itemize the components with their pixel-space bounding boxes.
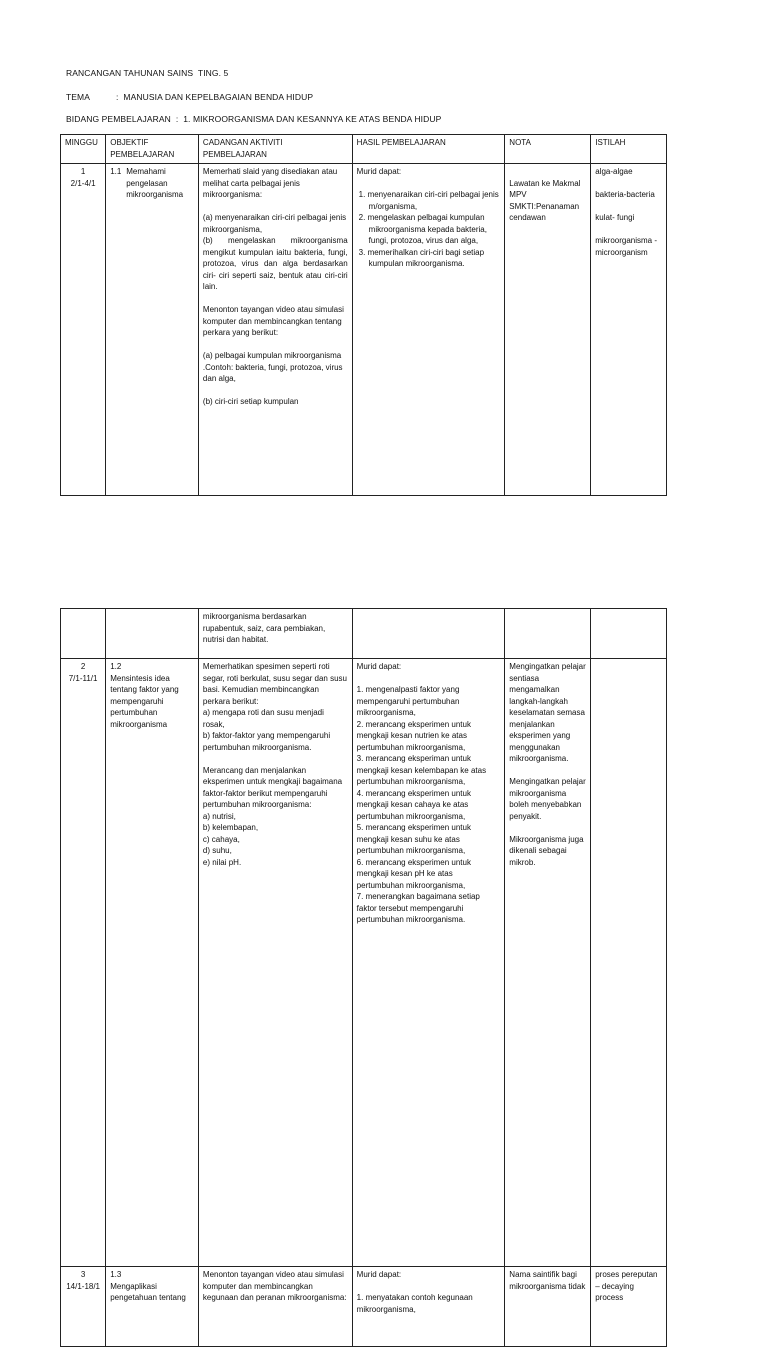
objective-number: 1.3 [110, 1270, 122, 1279]
objective-number: 1.2 [110, 662, 122, 671]
activity-cell: Menonton tayangan video atau simulasi komputer dan membincangkan kegunaan dan peranan mikroorganisma: [198, 1267, 352, 1347]
objective-text: Memahami pengelasan mikroorganisma [126, 167, 184, 199]
tema-value: MANUSIA DAN KEPELBAGAIAN BENDA HIDUP [123, 92, 314, 102]
bidang-label: BIDANG PEMBELAJARAN [66, 114, 171, 124]
objective-text: Mengaplikasi pengetahuan tentang [110, 1281, 186, 1302]
note-cell: Nama saintifik bagi mikroorganisma tidak [505, 1267, 591, 1347]
table-row [61, 1267, 667, 1347]
week-number: 3 [80, 1270, 86, 1279]
table-row [61, 609, 667, 659]
table-header-row [61, 135, 667, 164]
week-cell [61, 164, 106, 496]
week-dates: 14/1-18/1 [66, 1281, 101, 1291]
objective-cell [106, 164, 199, 496]
outcome-cell: Murid dapat: 1. menyenaraikan ciri-ciri pelbagai jenis m/organisma, 2. mengelaskan pelbagai kumpulan mikroorganisma kepada bakteria, fungi, protozoa, virus dan alga, 3. memerihalkan ciri-ciri bagi setiap kumpulan mikroorganisma. [352, 164, 505, 496]
tema-sep: : [116, 92, 119, 102]
plan-table-page-2 [60, 608, 667, 1347]
week-number: 2 [80, 662, 86, 671]
bidang-line [66, 114, 441, 124]
table-row [61, 659, 667, 1267]
note-cell: Mengingatkan pelajar sentiasa mengamalkan langkah-langkah keselamatan semasa menjalankan eksperimen yang menggunakan mikroorganisma. Mengingatkan pelajar mikroorganisma boleh menyebabkan penyakit. Mikroorganisma juga dikenali sebagai mikrob. [505, 659, 591, 1267]
plan-table-page-1 [60, 134, 667, 496]
bidang-sep: : [175, 114, 179, 124]
week-dates: 7/1-11/1 [68, 673, 98, 683]
col-objektif: OBJEKTIF PEMBELAJARAN [106, 135, 199, 164]
col-minggu: MINGGU [61, 135, 106, 164]
objective-number: 1.1 [110, 167, 122, 176]
week-cell [61, 659, 106, 1267]
outcome-cell: Murid dapat: 1. mengenalpasti faktor yang mempengaruhi pertumbuhan mikroorganisma, 2. merancang eksperimen untuk mengkaji kesan nutrien ke atas pertumbuhan mikroorganisma, 3. merancang eksperiman untuk mengkaji kesan kelembapan ke atas pertumbuhan mikroorganisma, 4. merancang eksperimen untuk mengkaji kesan cahaya ke atas pertumbuhan mikroorganisma, 5. merancang eksperimen untuk mengkaji kesan suhu ke atas pertumbuhan mikroorganisma, 6. merancang eksperimen untuk mengkaji kesan pH ke atas pertumbuhan mikroorganisma, 7. menerangkan bagaimana setiap faktor tersebut mempengaruhi pertumbuhan mikroorganisma. [352, 659, 505, 1267]
tema-label: TEMA [66, 92, 91, 102]
col-istilah: ISTILAH [591, 135, 667, 164]
week-number: 1 [80, 167, 86, 176]
objective-text: Mensintesis idea tentang faktor yang mempengaruhi pertumbuhan mikroorganisma [110, 673, 179, 729]
activity-cell: Memerhatikan spesimen seperti roti segar, roti berkulat, susu segar dan susu basi. Kemudian membincangkan perkara berikut: a) mengapa roti dan susu menjadi rosak, b) faktor-faktor yang mempengaruhi pertumbuhan mikroorganisma. Merancang dan menjalankan eksperimen untuk mengkaji bagaimana faktor-faktor berikut mempengaruhi pertumbuhan mikroorganisma: a) nutrisi, b) kelembapan, c) cahaya, d) suhu, e) nilai pH. [198, 659, 352, 1267]
week-dates: 2/1-4/1 [70, 178, 96, 188]
objective-cell [106, 659, 199, 1267]
outcome-cell: Murid dapat: 1. menyatakan contoh kegunaan mikroorganisma, [352, 1267, 505, 1347]
note-cell: Lawatan ke Makmal MPV SMKTI:Penanaman cendawan [505, 164, 591, 496]
activity-cell: Memerhati slaid yang disediakan atau melihat carta pelbagai jenis mikroorganisma: (a) menyenaraikan ciri-ciri pelbagai jenis mikroorganisma, (b) mengelaskan mikroorganisma mengikut kumpulan iaitu bakteria, fungi, protozoa, virus dan alga berdasarkan ciri- ciri seperti saiz, bentuk atau ciri-ciri lain. Menonton tayangan video atau simulasi komputer dan membincangkan tentang perkara yang berikut: (a) pelbagai kumpulan mikroorganisma .Contoh: bakteria, fungi, protozoa, virus dan alga, (b) ciri-ciri setiap kumpulan [198, 164, 352, 496]
document-title: RANCANGAN TAHUNAN SAINS TING. 5 [66, 68, 229, 78]
col-aktiviti: CADANGAN AKTIVITI PEMBELAJARAN [198, 135, 352, 164]
week-cell [61, 1267, 106, 1347]
bidang-value: 1. MIKROORGANISMA DAN KESANNYA KE ATAS BENDA HIDUP [183, 114, 442, 124]
term-cell [591, 659, 667, 1267]
term-cell: alga-algae bakteria-bacteria kulat- fungi mikroorganisma - microorganism [591, 164, 667, 496]
objective-cell [106, 1267, 199, 1347]
col-hasil: HASIL PEMBELAJARAN [352, 135, 505, 164]
tema-line [66, 92, 313, 102]
col-nota: NOTA [505, 135, 591, 164]
activity-cell: mikroorganisma berdasarkan rupabentuk, saiz, cara pembiakan, nutrisi dan habitat. [198, 609, 352, 659]
table-row [61, 164, 667, 496]
term-cell: proses pereputan – decaying process [591, 1267, 667, 1347]
